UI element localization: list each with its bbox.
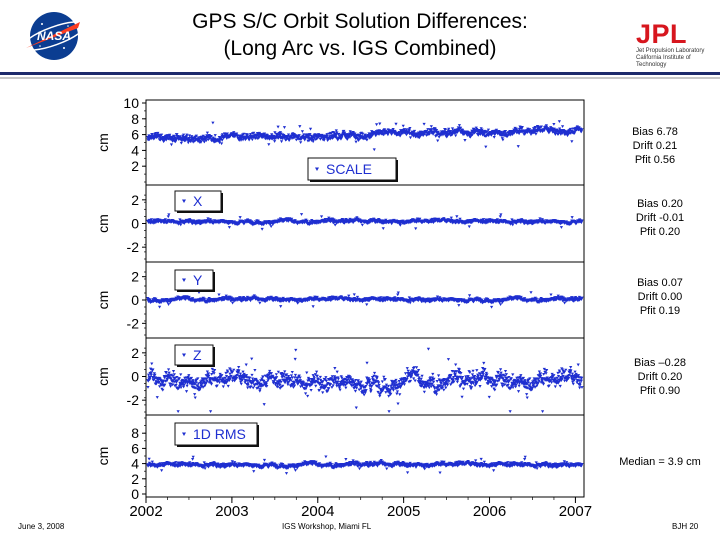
- jpl-logo-sub-2: California Institute of Technology: [636, 55, 691, 68]
- data-point: [193, 393, 196, 396]
- data-point: [280, 140, 283, 143]
- data-point: [534, 133, 537, 136]
- data-point: [375, 123, 378, 126]
- data-point: [402, 125, 405, 128]
- data-point: [182, 386, 185, 389]
- y-axis-label: cm: [95, 133, 111, 152]
- data-point: [382, 227, 385, 230]
- data-point: [298, 125, 301, 128]
- y-tick-label: 2: [131, 344, 139, 361]
- data-point: [312, 305, 315, 308]
- data-point: [484, 146, 487, 149]
- data-point: [511, 224, 514, 227]
- data-point: [170, 143, 173, 146]
- data-point: [561, 125, 564, 128]
- series-points: [146, 213, 583, 231]
- data-point: [146, 386, 149, 389]
- data-point: [299, 141, 302, 144]
- data-point: [390, 133, 393, 136]
- data-point: [258, 302, 261, 305]
- data-point: [252, 387, 255, 390]
- data-point: [499, 303, 502, 306]
- data-point: [399, 224, 402, 227]
- series-points: [146, 120, 583, 151]
- panel-1: [95, 95, 584, 185]
- y-tick-label: 6: [131, 126, 139, 143]
- data-point: [493, 136, 496, 139]
- data-point: [361, 224, 364, 227]
- data-point: [463, 139, 466, 142]
- data-point: [270, 225, 273, 228]
- data-point: [423, 123, 426, 126]
- data-point: [210, 383, 213, 386]
- data-point: [409, 136, 412, 139]
- data-point: [279, 305, 282, 308]
- jpl-logo-sub-1: Jet Propulsion Laboratory: [636, 48, 705, 54]
- y-tick-label: 0: [131, 292, 139, 308]
- data-point: [261, 228, 264, 231]
- data-point: [250, 374, 253, 377]
- data-point: [365, 303, 368, 306]
- y-axis-label: cm: [95, 214, 111, 233]
- data-point: [353, 293, 356, 296]
- y-tick-label: 2: [131, 158, 139, 175]
- data-point: [454, 134, 457, 137]
- data-point: [179, 373, 182, 376]
- data-point: [177, 410, 180, 413]
- data-point: [246, 387, 249, 390]
- data-point: [214, 134, 217, 137]
- data-point: [245, 364, 248, 367]
- y-tick-label: 4: [131, 142, 139, 159]
- data-point: [276, 126, 279, 129]
- data-point: [300, 213, 303, 216]
- data-point: [237, 366, 240, 369]
- data-point: [253, 369, 256, 372]
- data-point: [309, 128, 312, 131]
- data-point: [570, 140, 573, 143]
- legend-label: SCALE: [326, 161, 372, 177]
- data-point: [167, 368, 170, 371]
- data-point: [468, 225, 471, 228]
- data-point: [373, 148, 376, 151]
- legend-label: X: [193, 193, 203, 209]
- y-tick-label: -2: [126, 315, 139, 332]
- panel-3: [95, 262, 584, 338]
- y-tick-label: 10: [123, 95, 139, 111]
- data-point: [455, 215, 458, 218]
- legend-box: [308, 158, 398, 182]
- y-axis-label: cm: [95, 367, 111, 386]
- data-point: [517, 145, 520, 148]
- panel-4: [95, 338, 584, 415]
- data-point: [529, 291, 532, 294]
- legend-box: [175, 270, 215, 292]
- data-point: [239, 216, 242, 219]
- data-point: [301, 130, 304, 133]
- data-point: [296, 302, 299, 305]
- y-tick-label: 0: [131, 215, 139, 232]
- jpl-logo-mark: JPL: [636, 19, 688, 49]
- data-point: [150, 362, 153, 365]
- data-point: [169, 385, 172, 388]
- y-tick-label: 2: [131, 191, 139, 208]
- data-point: [468, 294, 471, 297]
- y-tick-label: 2: [131, 268, 139, 285]
- legend-box: [175, 191, 223, 213]
- data-point: [185, 390, 188, 393]
- y-tick-label: 0: [131, 368, 139, 385]
- y-tick-label: 8: [131, 110, 139, 127]
- series-points: [146, 291, 583, 308]
- data-point: [211, 122, 214, 125]
- data-point: [436, 139, 439, 142]
- data-point: [552, 123, 555, 126]
- data-point: [172, 370, 175, 373]
- data-point: [228, 226, 231, 229]
- data-point: [560, 226, 563, 229]
- data-point: [217, 293, 220, 296]
- y-tick-label: -2: [126, 239, 139, 256]
- data-point: [179, 224, 182, 227]
- y-tick-label: -2: [126, 392, 139, 409]
- data-point: [156, 396, 159, 399]
- data-point: [240, 383, 243, 386]
- data-point: [273, 140, 276, 143]
- data-point: [158, 306, 161, 309]
- data-point: [571, 216, 574, 219]
- data-point: [161, 389, 164, 392]
- legend-label: Y: [193, 272, 203, 288]
- data-point: [549, 293, 552, 296]
- data-point: [320, 215, 323, 218]
- data-point: [430, 125, 433, 128]
- data-point: [180, 142, 183, 145]
- data-point: [558, 120, 561, 123]
- y-axis-label: cm: [95, 290, 111, 310]
- data-point: [394, 123, 397, 126]
- data-point: [267, 143, 270, 146]
- data-point: [354, 141, 357, 144]
- data-point: [251, 138, 254, 141]
- data-point: [209, 410, 212, 413]
- data-point: [167, 303, 170, 306]
- panel-2: [95, 185, 584, 262]
- data-point: [227, 385, 230, 388]
- data-point: [396, 293, 399, 296]
- data-point: [167, 215, 170, 218]
- data-point: [365, 139, 368, 142]
- data-point: [409, 302, 412, 305]
- data-point: [457, 304, 460, 307]
- data-point: [218, 381, 221, 384]
- data-point: [222, 385, 225, 388]
- data-point: [378, 123, 381, 126]
- data-point: [499, 215, 502, 218]
- data-point: [194, 396, 197, 399]
- title-line-2: (Long Arc vs. IGS Combined): [223, 37, 497, 60]
- data-point: [283, 126, 286, 129]
- data-point: [386, 133, 389, 136]
- data-point: [250, 358, 253, 361]
- data-point: [490, 306, 493, 309]
- data-point: [186, 385, 189, 388]
- data-point: [220, 142, 223, 145]
- title-line-1: GPS S/C Orbit Solution Differences:: [192, 10, 528, 33]
- data-point: [501, 139, 504, 142]
- data-point: [414, 227, 417, 230]
- data-point: [221, 139, 224, 142]
